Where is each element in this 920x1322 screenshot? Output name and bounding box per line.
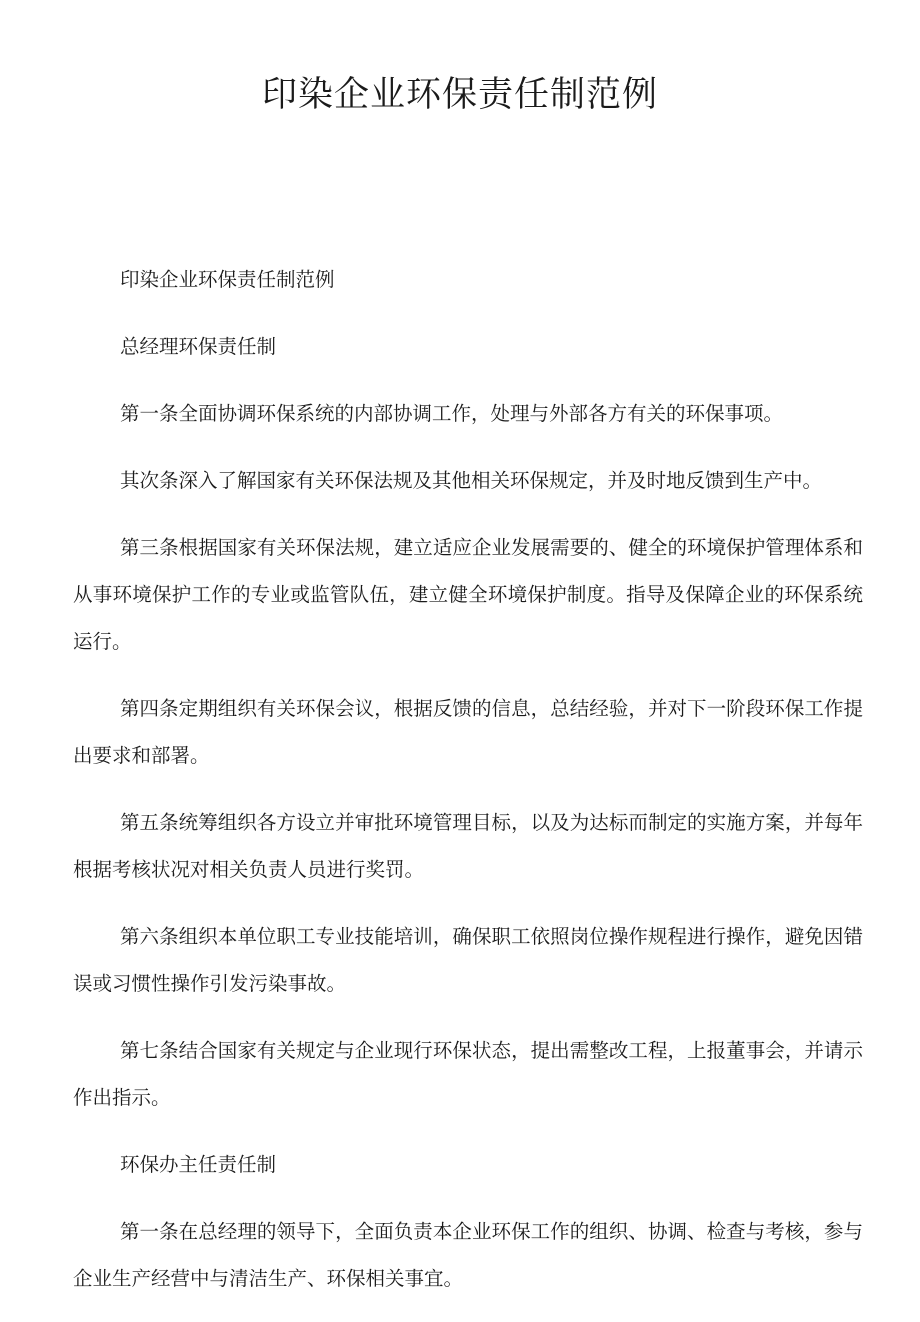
- article-7-paragraph: 第七条结合国家有关规定与企业现行环保状态，提出需整改工程，上报董事会，并请示作出指示。: [73, 1039, 863, 1109]
- article-5-paragraph: 第五条统筹组织各方设立并审批环境管理目标，以及为达标而制定的实施方案，并每年根据考核状况对相关负责人员进行奖罚。: [73, 811, 863, 881]
- article-3-paragraph: 第三条根据国家有关环保法规，建立适应企业发展需要的、健全的环境保护管理体系和从事环境保护工作的专业或监管队伍，建立健全环境保护制度。指导及保障企业的环保系统运行。: [73, 536, 863, 653]
- article-6-paragraph: 第六条组织本单位职工专业技能培训，确保职工依照岗位操作规程进行操作，避免因错误或习惯性操作引发污染事故。: [73, 925, 863, 995]
- article-2-paragraph: 其次条深入了解国家有关环保法规及其他相关环保规定，并及时地反馈到生产中。: [120, 469, 823, 492]
- article-1-paragraph: 第一条全面协调环保系统的内部协调工作，处理与外部各方有关的环保事项。: [120, 402, 784, 425]
- document-title: 印染企业环保责任制范例: [261, 75, 658, 115]
- document-subtitle: 印染企业环保责任制范例: [120, 268, 335, 291]
- env-office-article-1-paragraph: 第一条在总经理的领导下，全面负责本企业环保工作的组织、协调、检查与考核，参与企业生产经营中与清洁生产、环保相关事宜。: [73, 1220, 863, 1290]
- section-heading-general-manager: 总经理环保责任制: [120, 335, 277, 358]
- document-body: [73, 256, 863, 1322]
- article-4-paragraph: 第四条定期组织有关环保会议，根据反馈的信息，总结经验，并对下一阶段环保工作提出要求和部署。: [73, 697, 863, 767]
- section-heading-env-office-director: 环保办主任责任制: [120, 1153, 277, 1176]
